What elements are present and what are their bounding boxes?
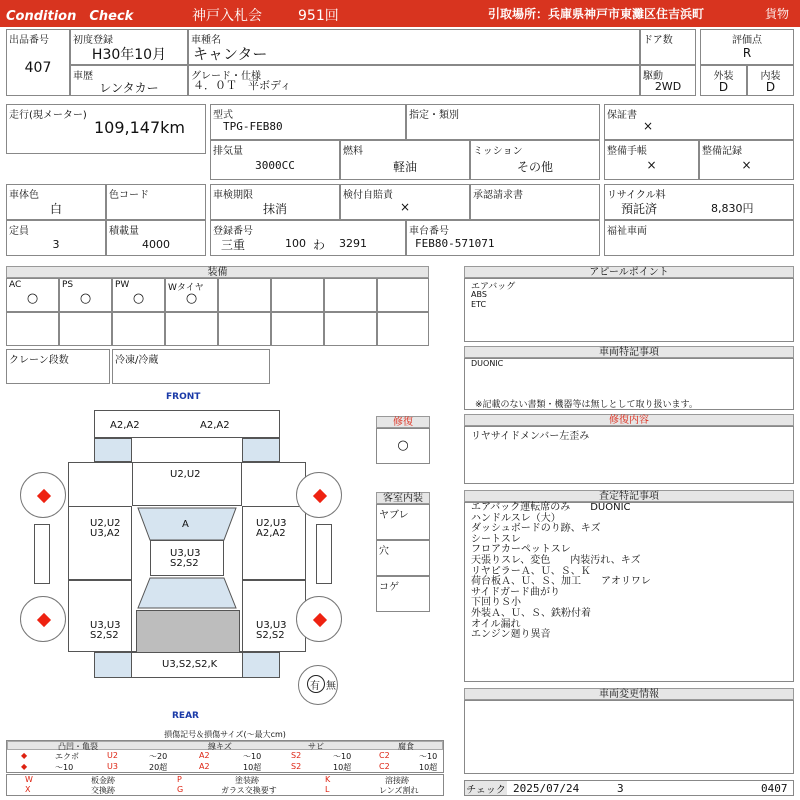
cabin-item-hole <box>376 540 430 576</box>
inspection-note-line: ダッシュボードのり跡、キズ <box>471 523 601 535</box>
inspection-note-line: フロアカーペットスレ <box>471 544 571 556</box>
legend-code-value: レンズ割れ <box>379 786 419 795</box>
grade-label: グレード・仕様 <box>191 71 261 82</box>
equipment-empty-cell <box>377 312 429 346</box>
legend-cell: 10超 <box>243 763 262 772</box>
insurance-box <box>340 184 470 220</box>
vehicle-category: 貨物 <box>765 7 790 21</box>
special-note-line: DUONIC <box>471 359 504 368</box>
sunroof-no: 無 <box>326 681 336 692</box>
manual: × <box>646 158 657 172</box>
insurance-label: 検付自賠責 <box>343 190 393 201</box>
chassis-number: FEB80-571071 <box>415 237 495 250</box>
displacement: 3000CC <box>255 159 295 172</box>
equipment-empty-cell <box>112 312 165 346</box>
legend-group-scratch: 線キズ <box>208 742 232 751</box>
inspection-note-line: オイル漏れ <box>471 618 521 630</box>
right-side-mirror <box>316 524 332 584</box>
inspection-note-line: 天張りスレ、変色 内装汚れ、キズ <box>471 554 641 566</box>
history-label: 車歴 <box>73 71 93 82</box>
legend-code-key: K <box>325 775 331 784</box>
repair-content-box <box>464 426 794 484</box>
welfare-label: 福祉車両 <box>607 226 647 237</box>
special-notes-header: 車両特記事項 <box>464 346 794 358</box>
inspection-box <box>210 184 340 220</box>
legend-code-value: 塗装跡 <box>235 776 259 785</box>
check-code: 0407 <box>761 782 788 795</box>
legend-cell: 20超 <box>149 763 168 772</box>
load-box <box>106 220 206 256</box>
designation-label: 指定・類別 <box>409 110 459 121</box>
model-name: キャンター <box>193 45 268 63</box>
registration-kana: わ <box>313 238 326 252</box>
registration-area: 三重 <box>221 238 246 252</box>
equipment-wtire-mark: ○ <box>185 291 198 306</box>
drive: 2WD <box>654 80 682 93</box>
legend-cell: ～20 <box>149 752 168 761</box>
approval-label: 承認請求書 <box>473 190 523 201</box>
repair-box <box>376 428 430 464</box>
capacity-label: 定員 <box>9 226 29 237</box>
sunroof-yes: 有 <box>310 681 320 692</box>
equipment-item-pw <box>112 278 165 312</box>
recycle-status: 預託済 <box>621 202 658 216</box>
legend-cell: ～10 <box>55 763 74 772</box>
registration-number-label: 登録番号 <box>213 226 253 237</box>
legend-code-key: W <box>25 775 33 784</box>
rear-left-light <box>94 652 132 678</box>
inspection-notes-header: 査定特記事項 <box>464 490 794 502</box>
inspection: 抹消 <box>262 202 287 216</box>
hood-damage: U2,U2 <box>170 469 201 480</box>
crane-box <box>6 349 110 384</box>
legend-cell: ～10 <box>419 752 438 761</box>
interior-box <box>747 65 794 96</box>
registration-number-box <box>210 220 406 256</box>
change-info-box <box>464 700 794 774</box>
equipment-empty-cell <box>324 312 377 346</box>
legend-code-value: 溶接跡 <box>385 776 409 785</box>
recycle-amount: 8,830円 <box>711 202 754 215</box>
special-notes-footer: ※記載のない書類・機器等は無しとして取り扱います。 <box>475 400 698 410</box>
first-registration-box <box>70 29 188 65</box>
interior-label: 内装 <box>760 71 781 82</box>
legend-code: S2 <box>291 751 302 760</box>
appeal-line: エアバッグ <box>471 282 516 292</box>
legend-cell: ～10 <box>333 752 352 761</box>
chassis-box <box>406 220 600 256</box>
left-rear-damage: U3,U3 S2,S2 <box>90 620 121 641</box>
equipment-ps-label: PS <box>62 280 74 290</box>
legend-code: U2 <box>107 751 118 760</box>
equipment-item-ac <box>6 278 59 312</box>
equipment-empty-cell <box>165 312 218 346</box>
wheel-rear-right-icon <box>296 596 342 642</box>
record: × <box>741 158 752 172</box>
inspection-note-line: サイドガード曲がり <box>471 586 560 598</box>
interior-grade: D <box>765 80 776 94</box>
capacity: 3 <box>52 238 60 251</box>
load-capacity: 4000 <box>142 238 170 251</box>
equipment-empty-cell <box>324 278 377 312</box>
special-notes-box <box>464 358 794 410</box>
rear-label: REAR <box>172 711 199 721</box>
inspection-note-line: 荷台板Ａ、Ｕ、Ｓ、加工 アオリワレ <box>471 576 651 588</box>
registration-class: 100 <box>285 237 306 250</box>
record-box <box>699 140 794 180</box>
recycle-box <box>604 184 794 220</box>
inspection-notes-list <box>471 503 651 641</box>
legend-row-2 <box>7 762 443 773</box>
legend-code: C2 <box>379 751 390 760</box>
inspection-note-line: 下回りＳ小 <box>471 597 521 609</box>
record-label: 整備記録 <box>702 146 742 157</box>
rear-right-light <box>242 652 280 678</box>
left-side-mirror <box>34 524 50 584</box>
equipment-item-ps <box>59 278 112 312</box>
freezer-box <box>112 349 270 384</box>
warranty-box <box>604 104 794 140</box>
grade-box <box>188 65 640 96</box>
grade: ４．０Ｔ 平ボディ <box>193 79 292 92</box>
equipment-empty-cell <box>271 312 324 346</box>
recycle-label: リサイクル料 <box>607 190 666 201</box>
header-bar <box>0 0 800 27</box>
left-front-damage: U2,U2 U3,A2 <box>90 518 121 539</box>
fuel: 軽油 <box>392 160 417 174</box>
inspection-label: 車検期限 <box>213 190 253 201</box>
appeal-line: ETC <box>471 300 487 309</box>
equipment-ps-mark: ○ <box>79 291 92 306</box>
equipment-ac-mark: ○ <box>26 291 39 306</box>
legend-title: 損傷記号＆損傷サイズ(～最大cm) <box>164 730 286 739</box>
legend-code-value: 板金跡 <box>91 776 115 785</box>
doors-label: ドア数 <box>643 35 673 46</box>
displacement-box <box>210 140 340 180</box>
rear-damage: U3,S2,S2,K <box>162 659 218 670</box>
equipment-empty-cell <box>6 312 59 346</box>
equipment-ac-label: AC <box>9 280 22 290</box>
right-rear-damage: U3,U3 S2,S2 <box>256 620 287 641</box>
freezer-label: 冷凍/冷蔵 <box>115 355 159 366</box>
color-label: 車体色 <box>9 190 39 201</box>
type-box <box>210 104 406 140</box>
legend-code-value: 交換跡 <box>91 786 115 795</box>
rear-window <box>138 578 236 608</box>
drive-label: 駆動 <box>643 71 663 82</box>
legend-codes-row-2 <box>7 785 443 796</box>
wheel-rear-left-icon <box>20 596 66 642</box>
equipment-pw-mark: ○ <box>132 291 145 306</box>
exterior-grade: D <box>718 80 729 94</box>
legend-cell: 10超 <box>333 763 352 772</box>
drive-box <box>640 65 696 96</box>
equipment-empty-cell <box>271 278 324 312</box>
check-label: チェック <box>465 781 507 795</box>
lot-number-label: 出品番号 <box>9 35 49 46</box>
change-info-header: 車両変更情報 <box>464 688 794 700</box>
fuel-box <box>340 140 470 180</box>
cabin-header: 客室内装 <box>376 492 430 504</box>
exterior-label: 外装 <box>713 71 734 82</box>
legend-code: A2 <box>199 762 210 771</box>
legend-group-rust: サビ <box>308 742 324 751</box>
legend-code-key: L <box>325 785 330 794</box>
equipment-empty-cell <box>218 278 271 312</box>
legend-cell: ～10 <box>243 752 262 761</box>
appeal-line: ABS <box>471 290 487 299</box>
inspection-note-line: リヤピラーＡ、Ｕ、Ｓ、Ｋ <box>471 565 591 577</box>
equipment-pw-label: PW <box>115 280 130 290</box>
approval-box <box>470 184 600 220</box>
rating: R <box>742 46 752 60</box>
mileage: 109,147km <box>93 118 185 137</box>
wheel-front-left-icon <box>20 472 66 518</box>
pickup-location: 引取場所：兵庫県神戸市東灘区住吉浜町 <box>488 7 705 21</box>
fuel-label: 燃料 <box>343 146 363 157</box>
legend-group-corrosion: 腐食 <box>398 742 414 751</box>
repair-header: 修復 <box>376 416 430 428</box>
legend-code: U3 <box>107 762 118 771</box>
right-front-damage: U2,U3 A2,A2 <box>256 518 287 539</box>
insurance: × <box>399 200 411 214</box>
color-box <box>6 184 106 220</box>
model-label: 車種名 <box>191 35 221 46</box>
legend-table <box>6 740 444 773</box>
welfare-box <box>604 220 794 256</box>
displacement-label: 排気量 <box>213 146 243 157</box>
check-number: 3 <box>617 782 624 795</box>
legend-code-key: P <box>177 775 182 784</box>
front-left-damage: A2,A2 <box>110 420 140 431</box>
wheel-front-right-icon <box>296 472 342 518</box>
type-label: 型式 <box>213 110 233 121</box>
registration-serial: 3291 <box>339 237 367 250</box>
check-date: 2025/07/24 <box>513 782 580 795</box>
auction-round: 951回 <box>298 8 339 24</box>
mileage-box <box>6 104 206 154</box>
warranty-label: 保証書 <box>607 110 637 121</box>
repair-content: リヤサイドメンバー左歪み <box>471 431 590 442</box>
rating-label: 評価点 <box>732 35 762 46</box>
legend-diamond-icon: ◆ <box>21 751 28 760</box>
inspection-notes-box <box>464 502 794 682</box>
legend-group-dent: 凸凹・亀裂 <box>58 742 98 751</box>
cabin-tear-label: ヤブレ <box>379 510 409 521</box>
equipment-item-wtire <box>165 278 218 312</box>
repair-content-header: 修復内容 <box>464 414 794 426</box>
mission-label: ミッション <box>473 146 523 157</box>
equipment-empty-cell <box>377 278 429 312</box>
cabin-burn-label: コゲ <box>379 582 399 593</box>
front-right-light <box>242 438 280 462</box>
repair-mark: ○ <box>397 438 409 453</box>
model-box <box>188 29 640 65</box>
inspection-note-line: 外装Ａ、Ｕ、Ｓ、鉄粉付着 <box>471 607 591 619</box>
manual-box <box>604 140 699 180</box>
left-rear-panel <box>68 580 132 652</box>
appeal-header: アピールポイント <box>464 266 794 278</box>
legend-code-key: G <box>177 785 184 794</box>
load-label: 積載量 <box>109 226 139 237</box>
equipment-empty-cell <box>59 312 112 346</box>
doors-box <box>640 29 696 65</box>
legend-code: S2 <box>291 762 302 771</box>
rating-box <box>700 29 794 65</box>
equipment-header: 装備 <box>6 266 429 278</box>
legend-group-row <box>7 741 443 750</box>
check-footer <box>464 780 794 796</box>
chassis-label: 車台番号 <box>409 226 449 237</box>
color-code-label: 色コード <box>109 190 149 201</box>
roof-damage: U3,U3 S2,S2 <box>170 548 201 569</box>
warranty: × <box>643 119 654 133</box>
legend-code: A2 <box>199 751 210 760</box>
cabin-hole-label: 穴 <box>379 546 389 557</box>
auction-name: 神戸入札会 <box>192 8 262 24</box>
mileage-label: 走行(現メーター) <box>9 110 87 121</box>
cabin-item-burn <box>376 576 430 612</box>
manual-label: 整備手帳 <box>607 146 647 157</box>
cabin-item-tear <box>376 504 430 540</box>
legend-cell: エクボ <box>55 752 79 761</box>
first-registration: H30年10月 <box>91 47 167 63</box>
exterior-box <box>700 65 747 96</box>
legend-code-key: X <box>25 785 31 794</box>
windshield-damage: A <box>182 519 189 530</box>
legend-code: C2 <box>379 762 390 771</box>
legend-codes <box>6 774 444 796</box>
cargo-bed <box>136 610 240 654</box>
inspection-note-line: エンジン廻り異音 <box>471 629 551 641</box>
lot-number-box <box>6 29 70 96</box>
front-label: FRONT <box>166 392 201 402</box>
front-left-light <box>94 438 132 462</box>
inspection-note-line: シートスレ <box>471 533 521 545</box>
color-code-box <box>106 184 206 220</box>
type: TPG-FEB80 <box>223 120 283 133</box>
capacity-box <box>6 220 106 256</box>
lot-number: 407 <box>24 60 52 76</box>
mission: その他 <box>516 160 553 174</box>
inspection-note-line: ハンドルスレ（大） <box>471 512 561 524</box>
designation-box <box>406 104 600 140</box>
legend-code-value: ガラス交換要す <box>221 786 277 795</box>
first-registration-label: 初度登録 <box>73 35 113 46</box>
equipment-wtire-label: Wタイヤ <box>168 283 204 293</box>
equipment-empty-cell <box>218 312 271 346</box>
appeal-box <box>464 278 794 342</box>
history: レンタカー <box>99 81 159 95</box>
front-right-damage: A2,A2 <box>200 420 230 431</box>
legend-row-1 <box>7 751 443 762</box>
inspection-note-line: エアバック運転席のみ DUONIC <box>471 502 631 513</box>
crane-label: クレーン段数 <box>9 355 69 366</box>
mission-box <box>470 140 600 180</box>
equipment-grid <box>6 278 429 346</box>
color: 白 <box>49 202 62 216</box>
legend-diamond-icon: ◆ <box>21 762 28 771</box>
legend-cell: 10超 <box>419 763 438 772</box>
brand-title: Condition Check <box>6 9 134 24</box>
history-box <box>70 65 188 96</box>
